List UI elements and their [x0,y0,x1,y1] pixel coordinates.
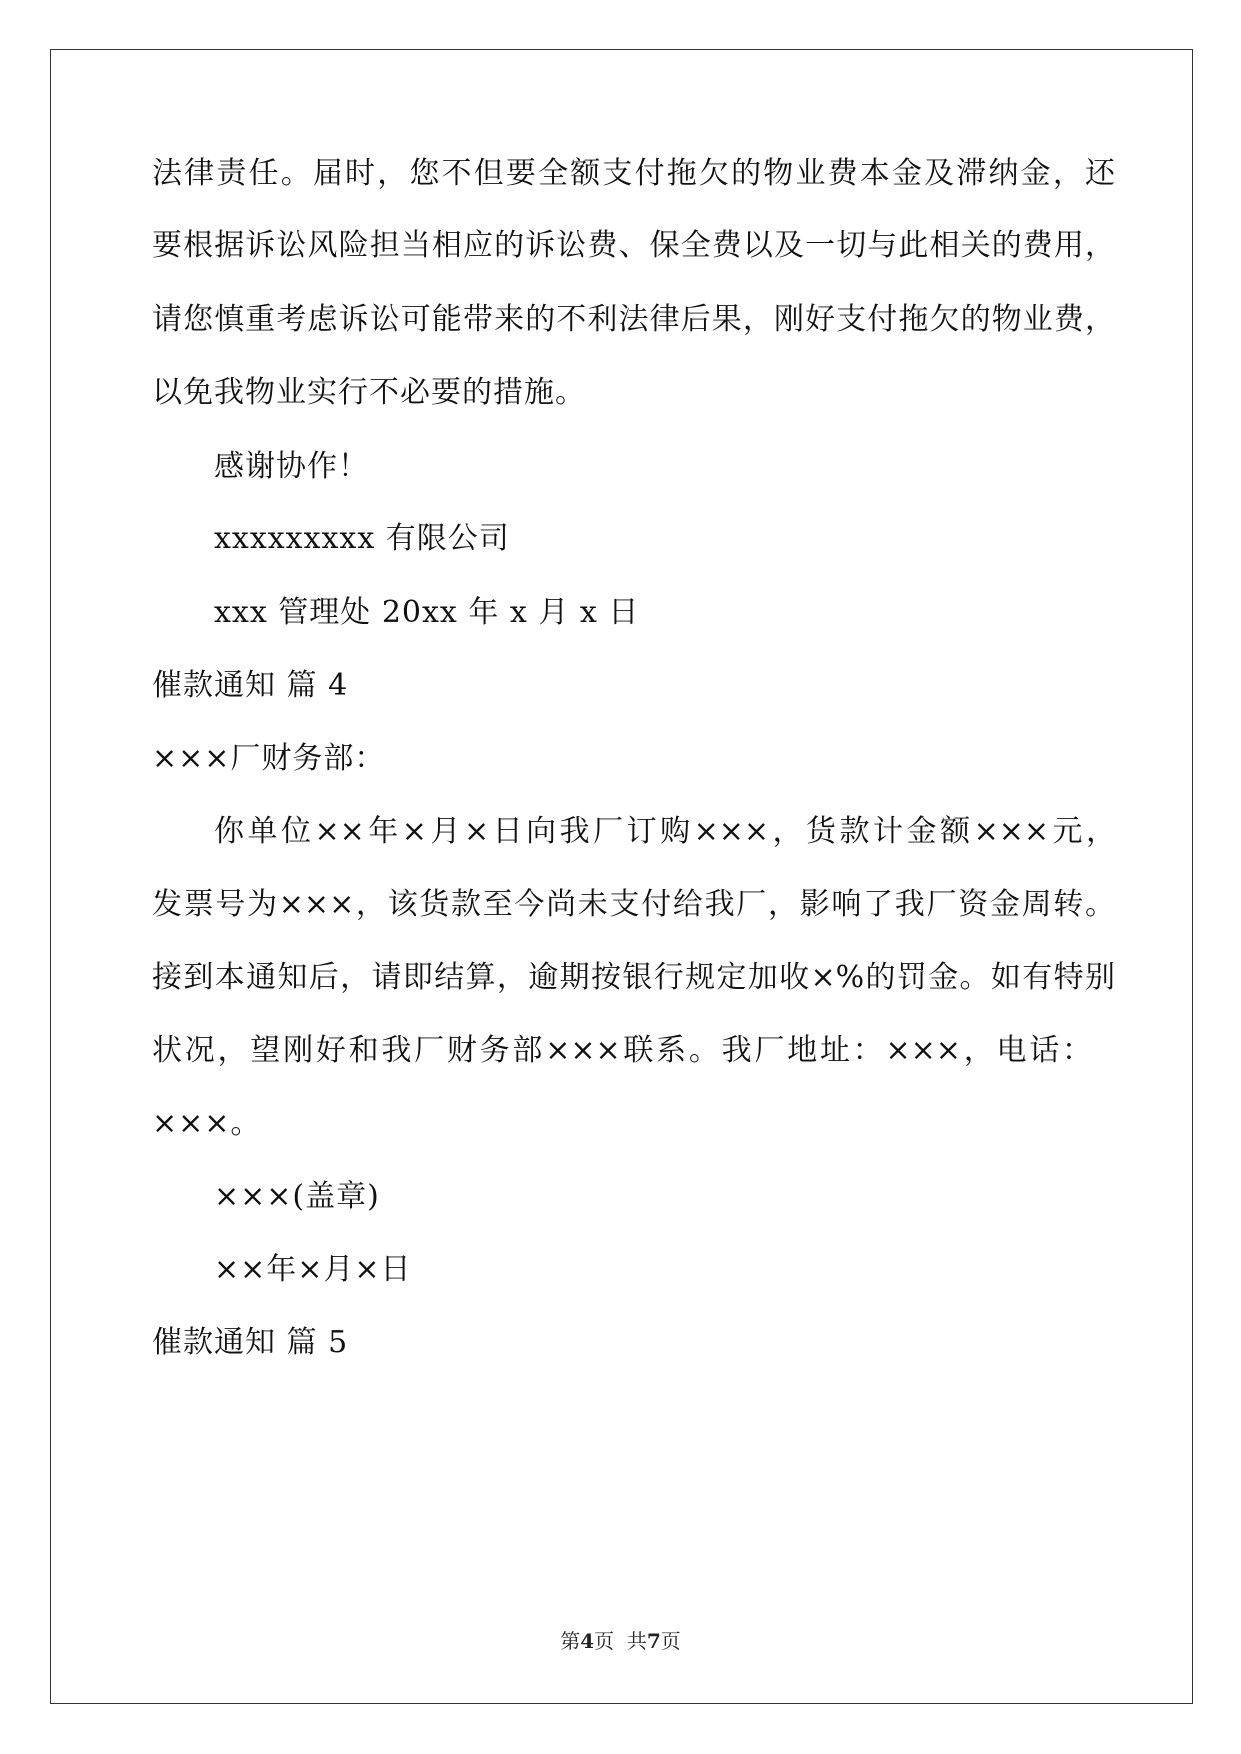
page-footer [0,1628,1241,1654]
page-border [50,49,1193,1704]
closing-thanks: 感谢协作！ [214,449,369,484]
body-line-5: 你单位××年×月×日向我厂订购×××，货款计金额×××元， [214,814,1116,849]
body-line-9: ×××。 [152,1106,262,1141]
body-line-4: 以免我物业实行不必要的措施。 [152,375,586,410]
signature-office-date: xxx 管理处 20xx 年 x 月 x 日 [214,595,640,630]
signature-seal: ×××(盖章) [214,1179,380,1214]
section-heading-5: 催款通知 篇 5 [152,1325,349,1360]
body-line-8: 状况，望刚好和我厂财务部×××联系。我厂地址：×××，电话： [152,1033,1092,1068]
body-line-3: 请您慎重考虑诉讼可能带来的不利法律后果，刚好支付拖欠的物业费， [152,302,1115,337]
signature-company: xxxxxxxxx 有限公司 [214,521,510,556]
signature-date: ××年×月×日 [214,1252,412,1287]
body-line-2: 要根据诉讼风险担当相应的诉讼费、保全费以及一切与此相关的费用， [152,228,1115,263]
body-line-7: 接到本通知后，请即结算，逾期按银行规定加收×%的罚金。如有特别 [152,960,1115,995]
recipient-line: ×××厂财务部： [152,741,386,776]
footer-page-mid: 页 共 [594,1629,647,1653]
body-line-6: 发票号为×××，该货款至今尚未支付给我厂，影响了我厂资金周转。 [152,887,1115,922]
footer-page-total: 7 [646,1629,661,1653]
footer-page-current: 4 [580,1629,595,1653]
section-heading-4: 催款通知 篇 4 [152,668,349,703]
body-line-1: 法律责任。届时，您不但要全额支付拖欠的物业费本金及滞纳金，还 [152,156,1115,191]
footer-page-prefix: 第 [560,1629,581,1653]
footer-page-suffix: 页 [660,1629,681,1653]
